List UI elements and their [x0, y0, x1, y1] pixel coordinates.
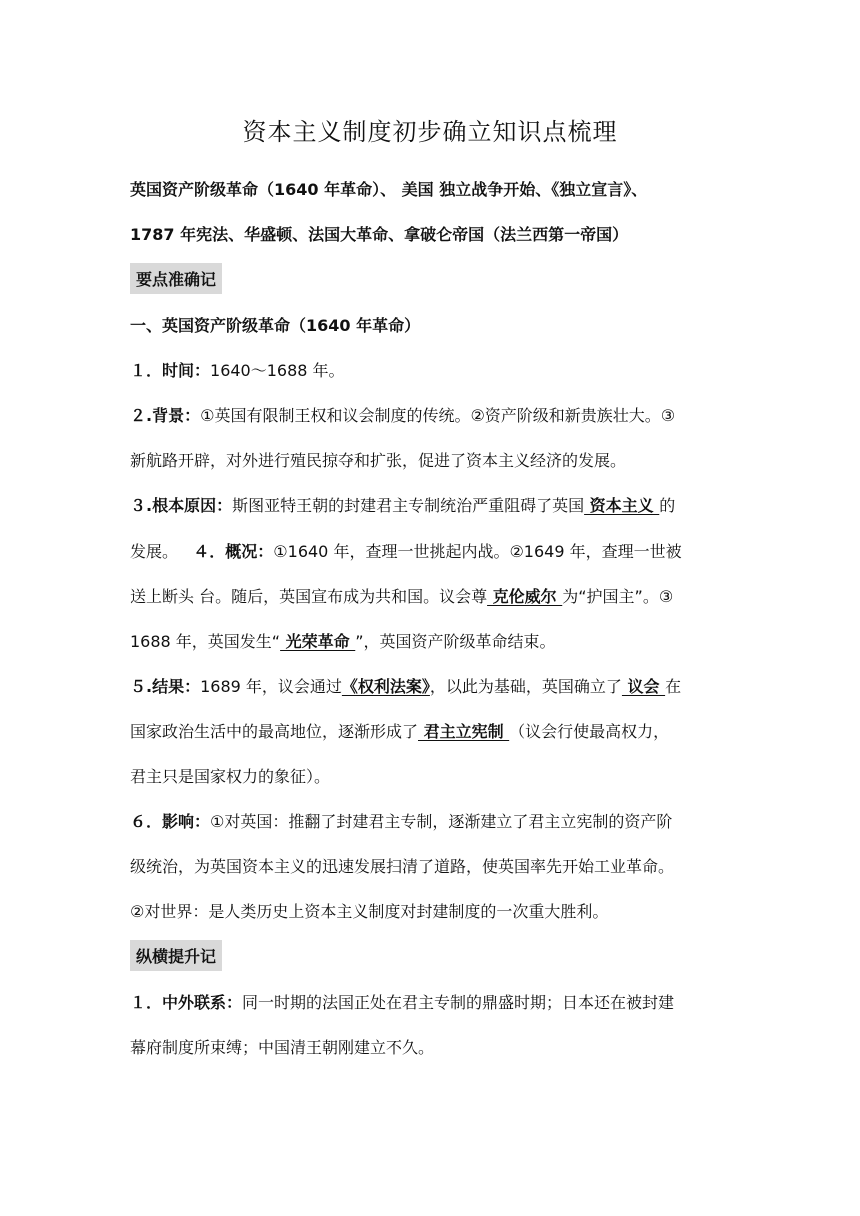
- key-term: 光荣革命: [280, 632, 356, 651]
- item-text: 同一时期的法国正处在君主专制的鼎盛时期；日本还在被封建: [242, 993, 675, 1012]
- item-impact-cont-1: 级统治，为英国资本主义的迅速发展扫清了道路，使英国率先开始工业革命。: [130, 857, 675, 876]
- item-text: 1688 年，英国发生“: [130, 632, 281, 651]
- item-label: ４．概况：: [193, 542, 274, 561]
- item-text: 斯图亚特王朝的封建君主专制统治严重阻碍了英国: [232, 496, 585, 515]
- item-overview-cont-1: [130, 584, 740, 607]
- item-text: ①对英国：推翻了封建君主专制，逐渐建立了君主立宪制的资产阶: [210, 812, 673, 831]
- item-time: [130, 358, 740, 381]
- key-term: 《权利法案》: [341, 677, 430, 696]
- overview-line-2: 1787 年宪法、华盛顿、法国大革命、拿破仑帝国（法兰西第一帝国）: [130, 225, 629, 244]
- overview-line-1: 英国资产阶级革命（1640 年革命）、 美国 独立战争开始、《独立宣言》、: [130, 180, 648, 199]
- page-title: 资本主义制度初步确立知识点梳理: [242, 118, 618, 146]
- item-text: 发展。: [130, 542, 179, 561]
- item-text: 国家政治生活中的最高地位，逐渐形成了: [130, 722, 419, 741]
- item-background: [130, 403, 740, 426]
- item-text: 1640～1688 年。: [210, 361, 345, 380]
- item-result: [130, 674, 740, 697]
- item-label: ２.背景：: [130, 406, 201, 425]
- item-overview-cont-2: [130, 629, 740, 652]
- item-text: （议会行使最高权力，: [509, 722, 670, 741]
- item-text: 为“护国主”。③: [562, 587, 674, 606]
- item-text: 的: [659, 496, 676, 515]
- item-label: ６．影响：: [130, 812, 211, 831]
- section-heading: 一、英国资产阶级革命（1640 年革命）: [130, 316, 421, 335]
- item-root-cause: [130, 493, 740, 516]
- item-result-cont-1: [130, 719, 740, 742]
- item-text: ①英国有限制王权和议会制度的传统。②资产阶级和新贵族壮大。③: [200, 406, 676, 425]
- item-impact-cont-2: ②对世界：是人类历史上资本主义制度对封建制度的一次重大胜利。: [130, 902, 609, 921]
- item-text: 送上断头 台。随后，英国宣布成为共和国。议会尊: [130, 587, 488, 606]
- section-tag-extension: 纵横提升记: [130, 940, 222, 971]
- key-term: 克伦威尔: [487, 587, 563, 606]
- section-tag-key-points: 要点准确记: [130, 263, 222, 294]
- item-label: １．时间：: [130, 361, 211, 380]
- item-text: ”，英国资产阶级革命结束。: [355, 632, 556, 651]
- key-term: 君主立宪制: [418, 722, 510, 741]
- item-background-cont: 新航路开辟，对外进行殖民掠夺和扩张，促进了资本主义经济的发展。: [130, 451, 627, 470]
- item-result-cont-2: 君主只是国家权力的象征）。: [130, 767, 331, 786]
- item-impact: [130, 809, 740, 832]
- item-connections: [130, 990, 740, 1013]
- item-text: ①1640 年，查理一世挑起内战。②1649 年，查理一世被: [273, 542, 682, 561]
- item-text: 1689 年，议会通过: [200, 677, 342, 696]
- item-label: ３.根本原因：: [130, 496, 233, 515]
- key-term: 资本主义: [584, 496, 660, 515]
- item-text: 在: [665, 677, 682, 696]
- item-label: １．中外联系：: [130, 993, 243, 1012]
- item-overview: [130, 539, 740, 562]
- item-connections-cont: 幕府制度所束缚；中国清王朝刚建立不久。: [130, 1038, 435, 1057]
- key-term: 议会: [621, 677, 666, 696]
- item-label: ５.结果：: [130, 677, 201, 696]
- item-text: ，以此为基础，英国确立了: [429, 677, 622, 696]
